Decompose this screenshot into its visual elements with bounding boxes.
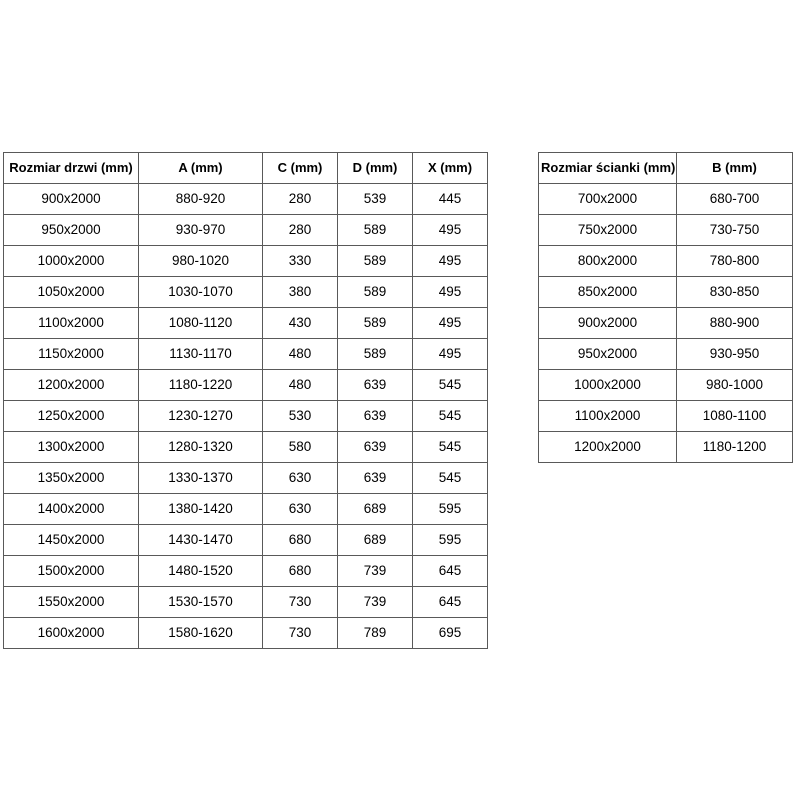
table-row (4, 494, 488, 525)
header-cell: A (mm) (139, 153, 263, 184)
cell: 1400x2000 (4, 494, 139, 525)
cell: 1200x2000 (4, 370, 139, 401)
table-row (539, 432, 793, 463)
cell: 380 (263, 277, 338, 308)
cell: 780-800 (677, 246, 793, 277)
wall-size-table (538, 152, 793, 463)
cell: 850x2000 (539, 277, 677, 308)
table-row (4, 556, 488, 587)
cell: 950x2000 (4, 215, 139, 246)
cell: 595 (413, 494, 488, 525)
cell: 700x2000 (539, 184, 677, 215)
header-cell: Rozmiar ścianki (mm) (539, 153, 677, 184)
cell: 1580-1620 (139, 618, 263, 649)
cell: 280 (263, 215, 338, 246)
cell: 630 (263, 463, 338, 494)
cell: 1050x2000 (4, 277, 139, 308)
cell: 639 (338, 370, 413, 401)
table-row (4, 184, 488, 215)
cell: 1550x2000 (4, 587, 139, 618)
cell: 1150x2000 (4, 339, 139, 370)
cell: 930-950 (677, 339, 793, 370)
cell: 1130-1170 (139, 339, 263, 370)
cell: 545 (413, 370, 488, 401)
cell: 1250x2000 (4, 401, 139, 432)
cell: 630 (263, 494, 338, 525)
cell: 330 (263, 246, 338, 277)
cell: 1230-1270 (139, 401, 263, 432)
cell: 495 (413, 308, 488, 339)
door-size-table-head (4, 153, 488, 184)
table-row (4, 618, 488, 649)
cell: 445 (413, 184, 488, 215)
wall-size-table-head (539, 153, 793, 184)
cell: 880-920 (139, 184, 263, 215)
table-row (539, 184, 793, 215)
cell: 689 (338, 525, 413, 556)
table-row (539, 308, 793, 339)
table-row (539, 401, 793, 432)
table-row (4, 432, 488, 463)
cell: 430 (263, 308, 338, 339)
cell: 639 (338, 401, 413, 432)
cell: 689 (338, 494, 413, 525)
cell: 580 (263, 432, 338, 463)
table-row (4, 401, 488, 432)
cell: 589 (338, 277, 413, 308)
cell: 495 (413, 277, 488, 308)
cell: 800x2000 (539, 246, 677, 277)
cell: 1430-1470 (139, 525, 263, 556)
wall-size-table-body (539, 184, 793, 463)
cell: 589 (338, 246, 413, 277)
cell: 739 (338, 587, 413, 618)
header-cell: X (mm) (413, 153, 488, 184)
table-row (4, 246, 488, 277)
cell: 1350x2000 (4, 463, 139, 494)
cell: 1000x2000 (539, 370, 677, 401)
cell: 1300x2000 (4, 432, 139, 463)
table-row (4, 587, 488, 618)
header-row (4, 153, 488, 184)
cell: 1480-1520 (139, 556, 263, 587)
cell: 645 (413, 587, 488, 618)
cell: 1380-1420 (139, 494, 263, 525)
cell: 280 (263, 184, 338, 215)
cell: 545 (413, 401, 488, 432)
cell: 1330-1370 (139, 463, 263, 494)
cell: 495 (413, 215, 488, 246)
door-size-table-body (4, 184, 488, 649)
table-row (4, 277, 488, 308)
table-row (4, 370, 488, 401)
cell: 739 (338, 556, 413, 587)
cell: 589 (338, 339, 413, 370)
cell: 900x2000 (539, 308, 677, 339)
cell: 589 (338, 215, 413, 246)
cell: 695 (413, 618, 488, 649)
cell: 830-850 (677, 277, 793, 308)
cell: 480 (263, 339, 338, 370)
cell: 1450x2000 (4, 525, 139, 556)
cell: 980-1000 (677, 370, 793, 401)
cell: 880-900 (677, 308, 793, 339)
table-row (539, 215, 793, 246)
table-row (4, 215, 488, 246)
cell: 730 (263, 587, 338, 618)
cell: 750x2000 (539, 215, 677, 246)
cell: 1600x2000 (4, 618, 139, 649)
cell: 900x2000 (4, 184, 139, 215)
cell: 595 (413, 525, 488, 556)
cell: 680 (263, 525, 338, 556)
cell: 980-1020 (139, 246, 263, 277)
table-row (4, 525, 488, 556)
table-row (539, 277, 793, 308)
cell: 639 (338, 432, 413, 463)
cell: 1030-1070 (139, 277, 263, 308)
cell: 545 (413, 463, 488, 494)
cell: 1500x2000 (4, 556, 139, 587)
table-row (539, 246, 793, 277)
table-row (4, 463, 488, 494)
cell: 639 (338, 463, 413, 494)
cell: 645 (413, 556, 488, 587)
cell: 530 (263, 401, 338, 432)
cell: 1100x2000 (539, 401, 677, 432)
cell: 730-750 (677, 215, 793, 246)
header-cell: Rozmiar drzwi (mm) (4, 153, 139, 184)
cell: 1080-1100 (677, 401, 793, 432)
cell: 495 (413, 339, 488, 370)
cell: 1100x2000 (4, 308, 139, 339)
header-cell: B (mm) (677, 153, 793, 184)
cell: 1180-1200 (677, 432, 793, 463)
header-cell: C (mm) (263, 153, 338, 184)
cell: 1200x2000 (539, 432, 677, 463)
table-row (4, 339, 488, 370)
table-row (539, 339, 793, 370)
cell: 680-700 (677, 184, 793, 215)
door-size-table (3, 152, 488, 649)
cell: 1280-1320 (139, 432, 263, 463)
table-row (539, 370, 793, 401)
cell: 1180-1220 (139, 370, 263, 401)
cell: 589 (338, 308, 413, 339)
header-row (539, 153, 793, 184)
cell: 789 (338, 618, 413, 649)
cell: 950x2000 (539, 339, 677, 370)
cell: 730 (263, 618, 338, 649)
cell: 480 (263, 370, 338, 401)
cell: 1530-1570 (139, 587, 263, 618)
cell: 539 (338, 184, 413, 215)
cell: 495 (413, 246, 488, 277)
cell: 1000x2000 (4, 246, 139, 277)
cell: 930-970 (139, 215, 263, 246)
cell: 545 (413, 432, 488, 463)
cell: 1080-1120 (139, 308, 263, 339)
cell: 680 (263, 556, 338, 587)
header-cell: D (mm) (338, 153, 413, 184)
table-row (4, 308, 488, 339)
